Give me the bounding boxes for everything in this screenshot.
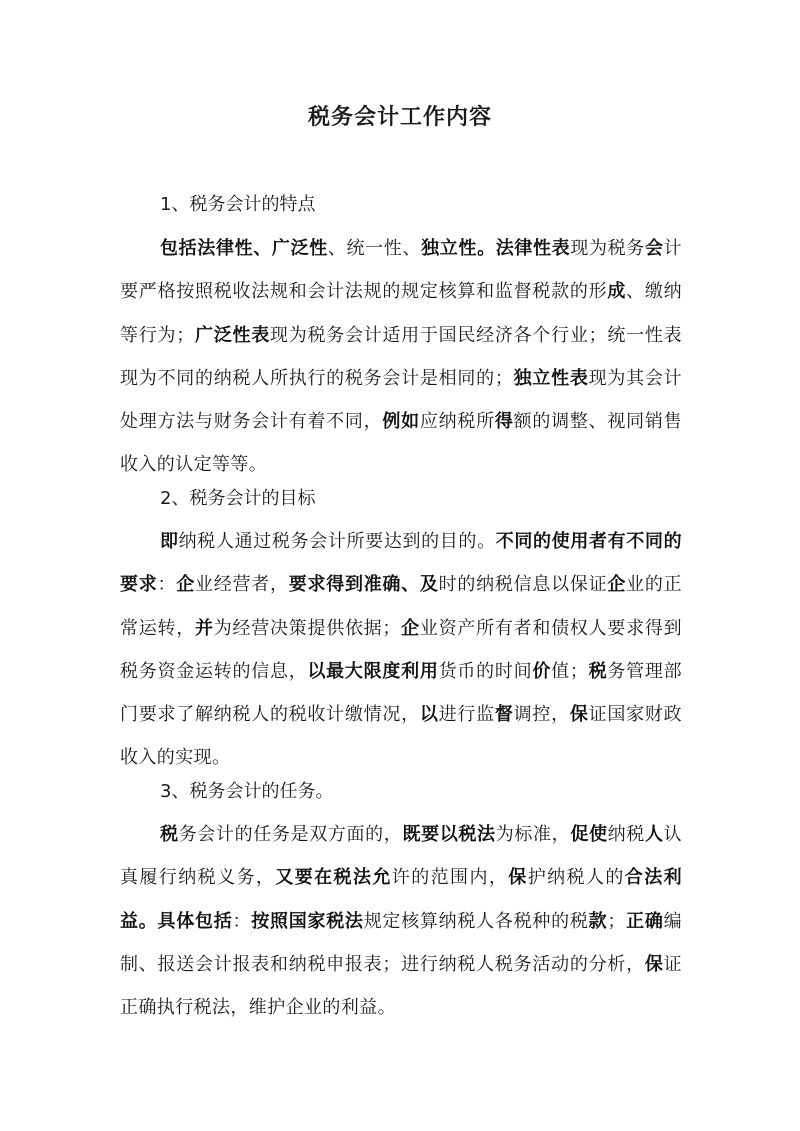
text-run: 为经营决策提供依据； [213,617,401,639]
bold-text-run: 税 [160,824,179,845]
text-run: 认真履行纳税义务， [120,824,682,889]
bold-text-run: 企 [176,574,195,596]
bold-text-run: 保 [569,704,589,726]
text-run: 值； [551,660,589,682]
bold-text-run: 保 [644,953,664,975]
bold-text-run: 合法利益。具体包括 [120,867,683,932]
text-run: 现为税务 [570,238,645,259]
bold-text-run: 企 [607,574,627,596]
text-run: ： [232,910,252,932]
text-run: 现为税务会计适用于国民经济各个行业；统一性表现为不同的纳税人所执行的税务会计是相同的； [120,324,682,389]
section-heading-2: 2、税务会计的目标 [160,488,316,509]
text-run: 证正确执行税法，维护企业的利益。 [120,953,682,1019]
bold-text-run: 正确 [625,910,664,932]
bold-text-run: 企 [400,617,420,639]
bold-text-run: 款 [588,910,608,932]
text-run: 进行监 [438,704,495,726]
bold-text-run: 又要在税法允 [275,867,392,889]
text-run: 业经营者， [195,574,289,596]
bold-text-run: 例如 [382,411,420,433]
bold-text-run: 即 [160,531,179,552]
section-paragraph-3 [120,813,682,1029]
bold-text-run: 人 [644,824,664,845]
bold-text-run: 促使 [570,824,608,845]
bold-text-run: 广泛性表 [194,324,270,346]
bold-text-run: 以最大限度利用 [307,660,439,682]
bold-text-run: 督 [494,704,514,726]
text-run: ； [607,910,626,932]
text-run: 应纳税所 [419,411,495,433]
bold-text-run: 包括法律性、广泛性 [160,238,328,259]
text-run: 为标准， [495,824,571,845]
section-heading-1: 1、税务会计的特点 [160,194,316,215]
text-run: 计要严格按照税收法规和会计法规的规定核算和监督税款的形 [120,238,683,303]
bold-text-run: 按照国家税法 [251,910,364,932]
text-run: 业的正常运转， [120,574,683,639]
bold-text-run: 以 [419,704,439,726]
bold-text-run: 得 [494,411,514,433]
text-run: 务会计的任务是双方面的， [178,824,403,845]
section-heading-3: 3、税务会计的任务。 [160,781,334,802]
text-run: 纳税 [607,824,645,845]
text-run: 务管理部门要求了解纳税人的税收计缴情况， [120,660,682,726]
text-run: 编制、报送会计报表和纳税申报表；进行纳税人税务活动的分析， [120,910,682,975]
bold-text-run: 并 [194,617,214,639]
bold-text-run: 既要以税法 [402,824,496,845]
text-run: 护纳税人的 [527,867,625,889]
section-paragraph-2 [120,520,682,780]
text-run: 现为其会计处理方法与财务会计有着不同， [120,367,683,433]
bold-text-run: 会 [644,238,664,259]
page-title: 税务会计工作内容 [307,105,492,130]
bold-text-run: 独立性表 [513,367,589,389]
text-run: 业资产所有者和债权人要求得到税务资金运转的信息， [120,617,682,682]
bold-text-run: 不同的使用者有不同的要求 [120,531,682,596]
text-run: 额的调整、视同销售收入的认定等等。 [120,411,682,476]
bold-text-run: 独立性。法律性表 [421,238,571,259]
text-run: 许的范围内， [391,867,509,889]
bold-text-run: 成 [607,281,627,303]
text-run: 货币的时间 [438,660,533,682]
text-run: 、缴纳等行为； [120,281,682,346]
bold-text-run: 保 [508,867,528,889]
text-run: 调控， [513,704,570,726]
text-run: 证国家财政收入的实现。 [120,704,682,769]
text-run: ： [157,574,177,596]
text-run: 、统一性、 [327,238,422,259]
section-paragraph-1 [120,227,682,487]
bold-text-run: 税 [588,660,608,682]
text-run: 规定核算纳税人各税种的税 [363,910,589,932]
text-run: 纳税人通过税务会计所要达到的目的。 [178,531,496,552]
bold-text-run: 要求得到准确、及 [288,574,439,596]
text-run: 时的纳税信息以保证 [438,574,608,596]
bold-text-run: 价 [532,660,552,682]
